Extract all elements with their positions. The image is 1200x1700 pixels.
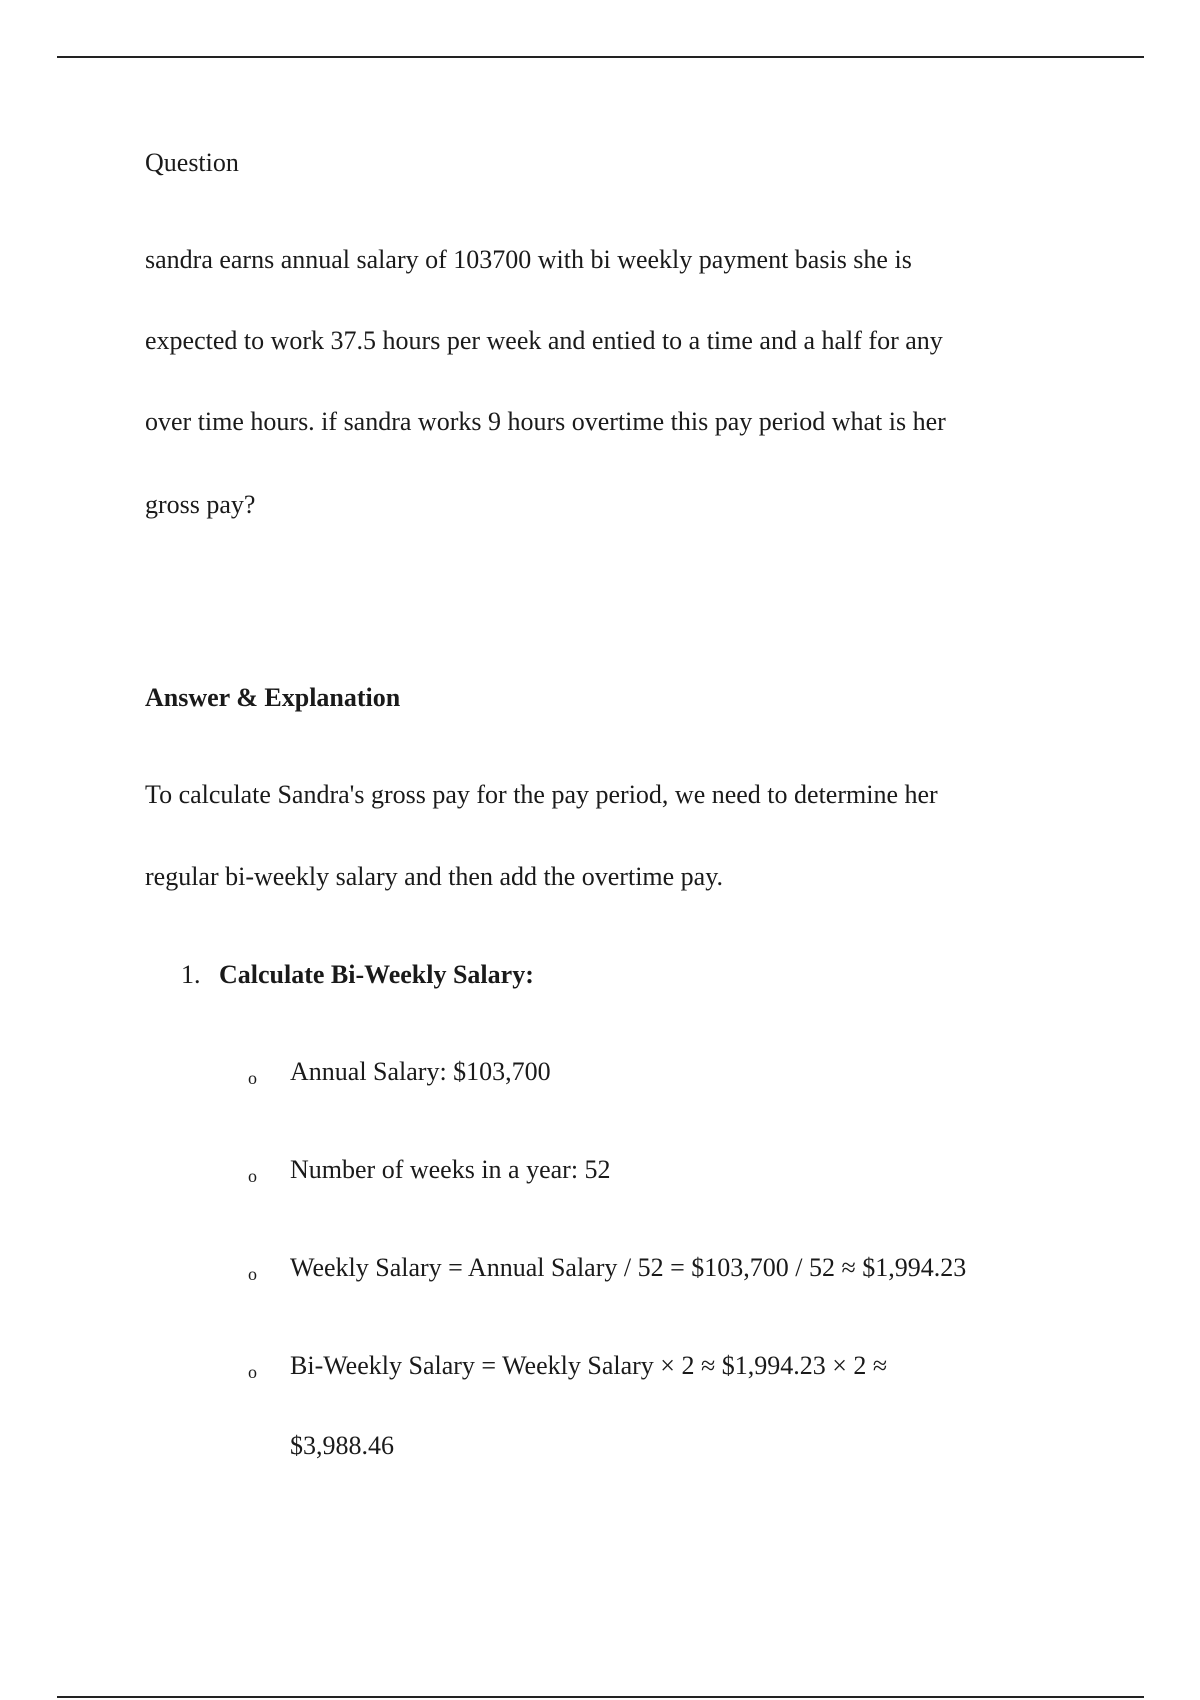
page-bottom-rule: [57, 1696, 1144, 1698]
step-item: [181, 960, 534, 990]
question-line: expected to work 37.5 hours per week and entied to a time and a half for any: [145, 326, 943, 355]
bullet-text: $3,988.46: [290, 1431, 394, 1460]
answer-intro-line: To calculate Sandra's gross pay for the pay period, we need to determine her: [145, 780, 938, 809]
bullet-text: Number of weeks in a year: 52: [290, 1155, 611, 1184]
bullet-marker: o: [248, 1362, 257, 1382]
bullet-text: Annual Salary: $103,700: [290, 1057, 551, 1086]
bullet-text: Bi-Weekly Salary = Weekly Salary × 2 ≈ $1,994.23 × 2 ≈: [290, 1351, 888, 1380]
step-number: 1.: [181, 960, 201, 989]
bullet-marker: o: [248, 1068, 257, 1088]
answer-heading: Answer & Explanation: [145, 683, 401, 712]
page-top-rule: [57, 56, 1144, 58]
answer-intro-line: regular bi-weekly salary and then add the overtime pay.: [145, 862, 724, 891]
question-heading: Question: [145, 148, 239, 177]
bullet-text: Weekly Salary = Annual Salary / 52 = $103,700 / 52 ≈ $1,994.23: [290, 1253, 967, 1282]
bullet-marker: o: [248, 1264, 257, 1284]
bullet-marker: o: [248, 1166, 257, 1186]
step-title: Calculate Bi-Weekly Salary:: [219, 960, 534, 989]
question-line: gross pay?: [145, 490, 256, 519]
question-line: over time hours. if sandra works 9 hours overtime this pay period what is her: [145, 407, 946, 436]
question-line: sandra earns annual salary of 103700 with bi weekly payment basis she is: [145, 245, 912, 274]
